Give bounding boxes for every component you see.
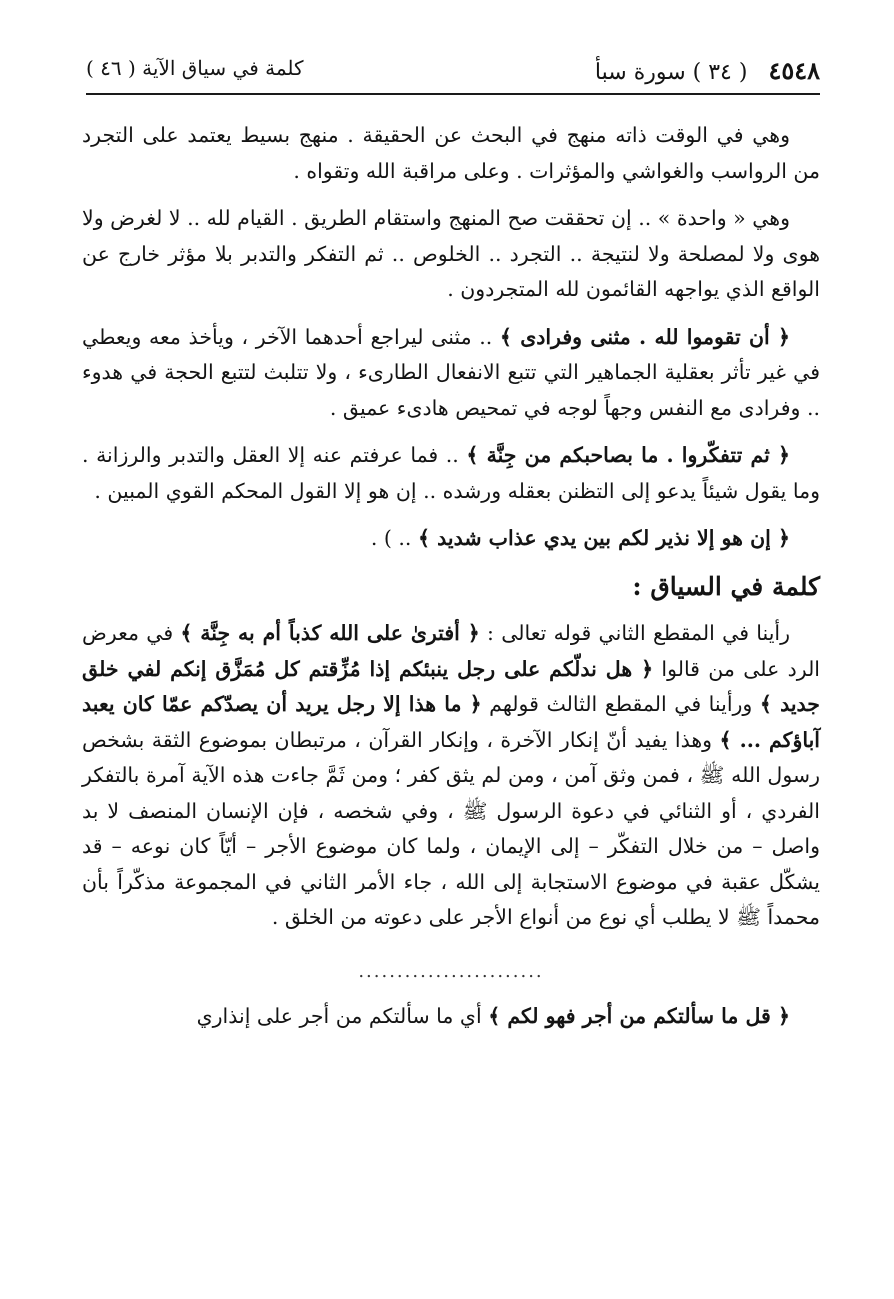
paragraph-1: وهي في الوقت ذاته منهج في البحث عن الحقيقة . منهج بسيط يعتمد على التجرد من الرواسب والغواشي والمؤثرات . وعلى مراقبة الله وتقواه . [82,123,820,183]
paragraph-4 [82,438,820,509]
context-text-1: رأينا في المقطع الثاني قوله تعالى : [479,621,791,645]
section-title: كلمة في سياق الآية ( ٤٦ ) [86,56,304,80]
final-text: أي ما سألتكم من أجر على إنذاري [196,1004,489,1028]
quran-quote: ﴿ ما هذا إلا رجل يريد أن يصدّكم عمّا كان يعبد آباؤكم ... ﴾ [82,692,820,752]
surah-title: ( ٣٤ ) سورة سبأ [594,60,748,85]
page-header [86,48,820,94]
context-text-3: ورأينا في المقطع الثالث قولهم [481,692,760,716]
final-paragraph [82,999,820,1035]
quran-quote: ﴿ أفترىٰ على الله كذباً أم به جِنَّة ﴾ [180,621,480,645]
header-rule [86,93,820,95]
header-right [595,56,820,85]
page-number: ٤٥٤٨ [768,56,820,85]
paragraph-5-text: .. ) . [370,526,418,550]
paragraph-2: وهي « واحدة » .. إن تحققت صح المنهج واستقام الطريق . القيام لله .. لا لغرض ولا هوى ولا لمصلحة ولا لنتيجة .. التجرد .. الخلوص .. ثم التفكر والتدبر بلا مؤثر خارج عن الواقع الذي يواجهه القائمون لله المتجردون . [82,206,820,301]
quran-quote: ﴿ قل ما سألتكم من أجر فهو لكم ﴾ [488,1004,790,1028]
section-heading: كلمة في السياق : [632,571,820,601]
paragraph-4-text: .. فما عرفتم عنه إلا العقل والتدبر والرزانة . وما يقول شيئاً يدعو إلى التظنن بعقله ورشده .. إن هو إلا القول المحكم القوي المبين . [82,443,820,503]
context-text-4: وهذا يفيد أنّ إنكار الآخرة ، وإنكار القرآن ، مرتبطان بموضوع الثقة بشخص رسول الله ﷺ ، فمن وثق آمن ، ومن لم يثق كفر ؛ ومن ثَمَّ جاءت هذه الآية آمرة بالتفكر الفردي ، أو الثنائي في دعوة الرسول ﷺ ، وفي شخصه ، فإن الإنسان المنصف لا بد واصل – من خلال التفكّر – إلى الإيمان ، ولما كان موضوع الأجر – أيّاً كان نوعه – قد يشكّل عقبة في موضوع الاستجابة إلى الله ، جاء الأمر الثاني في المجموعة مذكّراً بأن محمداً ﷺ لا يطلب أي نوع من أنواع الأجر على دعوته من الخلق . [82,727,820,929]
context-text-2: في معرض الرد على من قالوا [82,621,821,681]
context-paragraph [82,616,820,936]
separator: ........................ [358,960,544,982]
quran-quote: ﴿ أن تقوموا لله . مثنى وفرادى ﴾ [499,324,790,349]
quran-quote: ﴿ هل ندلّكم على رجل ينبئكم إذا مُزِّقتم كل مُمَزَّق إنكم لفي خلق جديد ﴾ [82,656,820,716]
quran-quote: ﴿ إن هو إلا نذير لكم بين يدي عذاب شديد ﴾ [417,526,790,550]
paragraph-3-text: .. مثنى ليراجع أحدهما الآخر ، ويأخذ معه ويعطي في غير تأثر بعقلية الجماهير التي تتبع الانفعال الطارىء ، ولا تتلبث لتتبع الحجة في هدوء .. وفرادى مع النفس وجهاً لوجه في تمحيص هادىء عميق . [82,324,820,420]
quran-quote: ﴿ ثم تتفكّروا . ما بصاحبكم من جِنَّة ﴾ [466,443,790,467]
paragraph-5 [82,521,820,557]
paragraph-3 [82,320,820,427]
main-text [82,118,820,1047]
